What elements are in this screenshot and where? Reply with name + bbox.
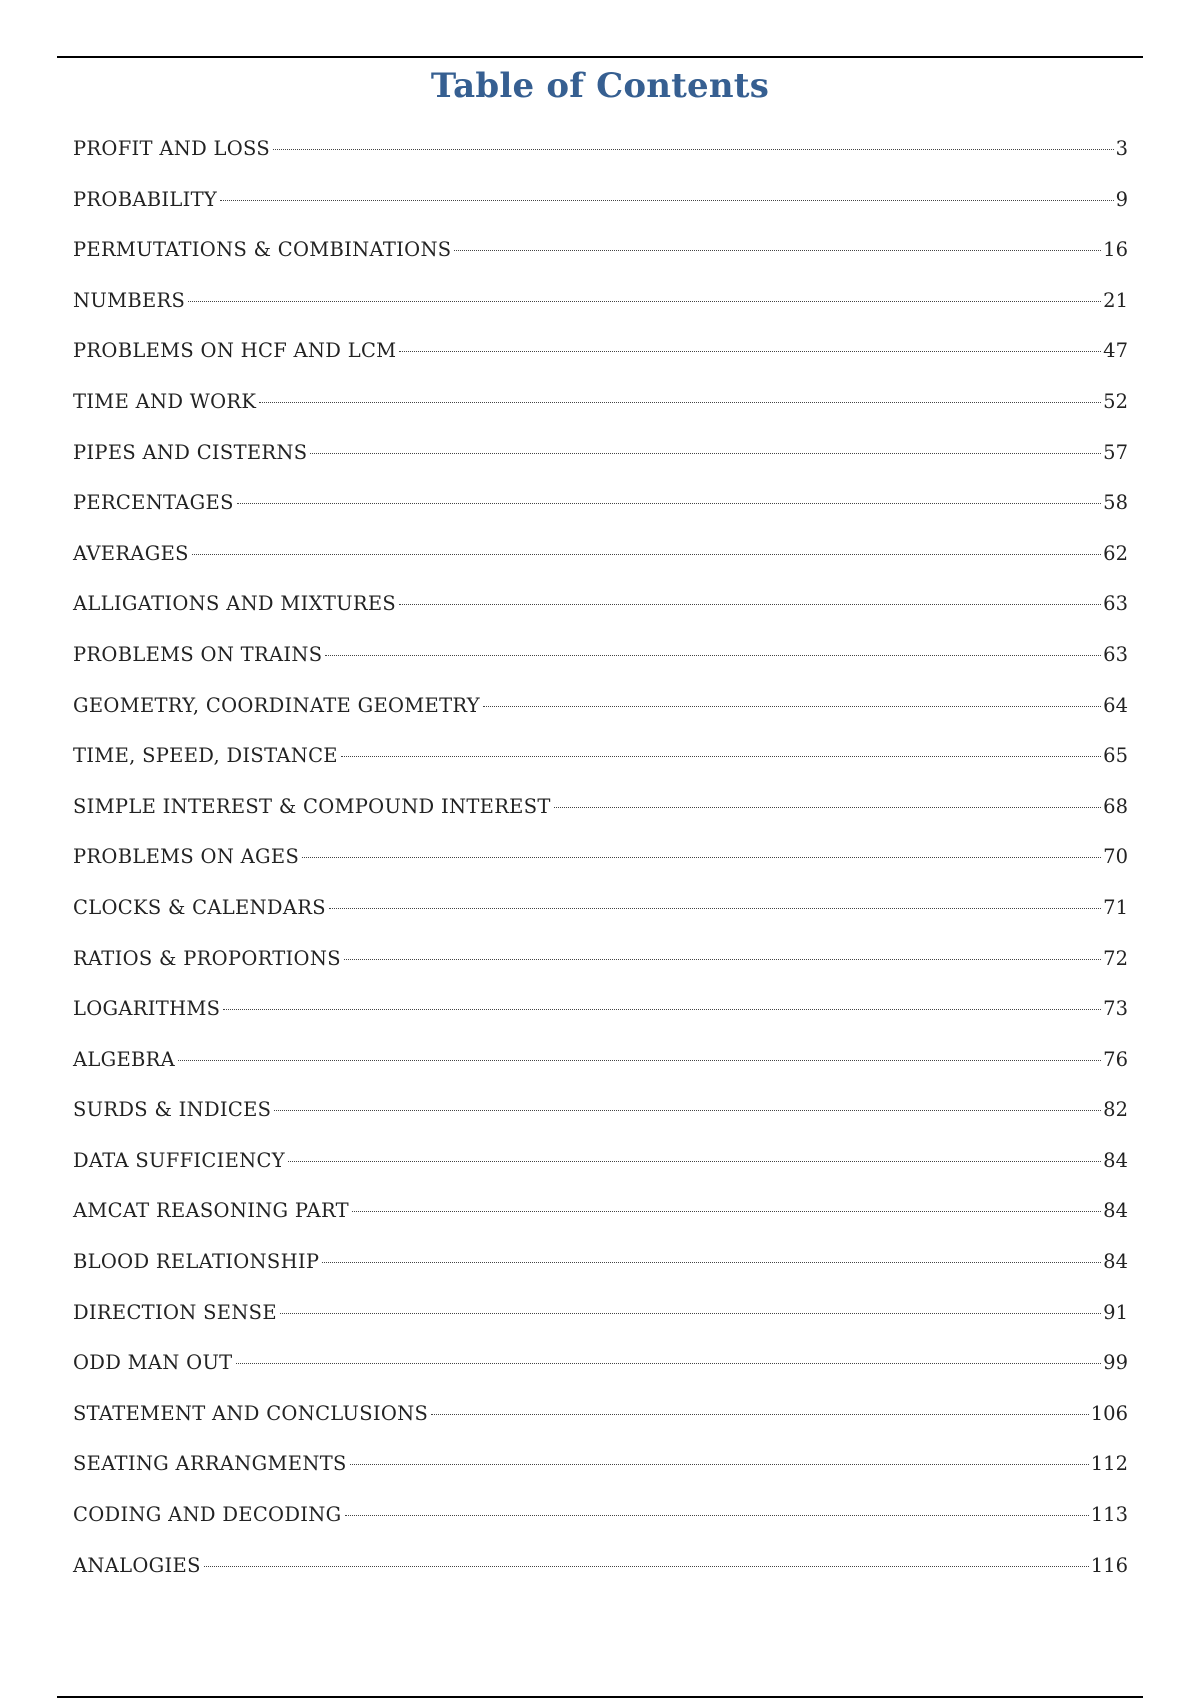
toc-entry[interactable] bbox=[73, 1237, 1128, 1288]
dot-leader bbox=[223, 1009, 1101, 1010]
toc-entry-page-number: 58 bbox=[1103, 491, 1128, 515]
toc-entry-page-number: 9 bbox=[1115, 187, 1128, 211]
toc-entry-label: AVERAGES bbox=[73, 541, 189, 565]
toc-entry-page-number: 76 bbox=[1103, 1047, 1128, 1071]
toc-entry[interactable] bbox=[73, 175, 1128, 226]
toc-entry[interactable] bbox=[73, 428, 1128, 479]
toc-entry-page-number: 91 bbox=[1103, 1300, 1128, 1324]
toc-entry[interactable] bbox=[73, 1136, 1128, 1187]
toc-entry-label: PROBLEMS ON TRAINS bbox=[73, 642, 323, 666]
toc-entry-label: PERMUTATIONS & COMBINATIONS bbox=[73, 238, 452, 262]
toc-entry-label: SURDS & INDICES bbox=[73, 1098, 272, 1122]
toc-entry-label: DATA SUFFICIENCY bbox=[73, 1148, 285, 1172]
toc-entry-label: SIMPLE INTEREST & COMPOUND INTEREST bbox=[73, 794, 551, 818]
toc-entry-page-number: 16 bbox=[1103, 238, 1128, 262]
dot-leader bbox=[345, 1515, 1089, 1516]
toc-entry-page-number: 52 bbox=[1103, 389, 1128, 413]
dot-leader bbox=[188, 301, 1101, 302]
toc-entry[interactable] bbox=[73, 225, 1128, 276]
toc-entry[interactable] bbox=[73, 326, 1128, 377]
toc-entry[interactable] bbox=[73, 529, 1128, 580]
toc-entry[interactable] bbox=[73, 1389, 1128, 1440]
toc-entry[interactable] bbox=[73, 579, 1128, 630]
dot-leader bbox=[350, 1464, 1089, 1465]
dot-leader bbox=[274, 1110, 1101, 1111]
toc-entry[interactable] bbox=[73, 934, 1128, 985]
toc-entry-page-number: 72 bbox=[1103, 946, 1128, 970]
dot-leader bbox=[220, 200, 1114, 201]
toc-entry-page-number: 70 bbox=[1103, 845, 1128, 869]
dot-leader bbox=[236, 1363, 1102, 1364]
toc-entry-page-number: 21 bbox=[1103, 288, 1128, 312]
toc-entry[interactable] bbox=[73, 1186, 1128, 1237]
toc-entry-label: PROFIT AND LOSS bbox=[73, 137, 271, 160]
dot-leader bbox=[178, 1060, 1101, 1061]
toc-entry[interactable] bbox=[73, 1035, 1128, 1086]
toc-entry[interactable] bbox=[73, 681, 1128, 732]
toc-entry-page-number: 57 bbox=[1103, 440, 1128, 464]
dot-leader bbox=[259, 402, 1101, 403]
dot-leader bbox=[483, 706, 1101, 707]
dot-leader bbox=[554, 807, 1102, 808]
toc-entry-page-number: 68 bbox=[1103, 794, 1128, 818]
toc-entry-page-number: 84 bbox=[1103, 1250, 1128, 1274]
toc-entry[interactable] bbox=[73, 1288, 1128, 1339]
dot-leader bbox=[344, 959, 1101, 960]
toc-entry[interactable] bbox=[73, 1490, 1128, 1541]
toc-entry[interactable] bbox=[73, 377, 1128, 428]
toc-entry[interactable] bbox=[73, 276, 1128, 327]
toc-entry-label: CLOCKS & CALENDARS bbox=[73, 895, 326, 919]
toc-entry[interactable] bbox=[73, 984, 1128, 1035]
toc-entry[interactable] bbox=[73, 782, 1128, 833]
dot-leader bbox=[302, 857, 1101, 858]
toc-entry[interactable] bbox=[73, 731, 1128, 782]
toc-entry-label: PIPES AND CISTERNS bbox=[73, 440, 308, 464]
dot-leader bbox=[341, 756, 1101, 757]
toc-entry-label: TIME AND WORK bbox=[73, 389, 257, 413]
bottom-rule bbox=[57, 1696, 1143, 1698]
dot-leader bbox=[204, 1566, 1089, 1567]
dot-leader bbox=[454, 250, 1101, 251]
toc-entry-page-number: 64 bbox=[1103, 693, 1128, 717]
toc-entry[interactable] bbox=[73, 1439, 1128, 1490]
toc-entry-label: SEATING ARRANGMENTS bbox=[73, 1452, 347, 1476]
toc-entry-page-number: 116 bbox=[1090, 1553, 1128, 1577]
toc-entry[interactable] bbox=[73, 1541, 1128, 1592]
toc-entry-page-number: 3 bbox=[1115, 137, 1128, 160]
toc-entry-label: GEOMETRY, COORDINATE GEOMETRY bbox=[73, 693, 480, 717]
toc-entry-label: BLOOD RELATIONSHIP bbox=[73, 1250, 320, 1274]
toc-entry-page-number: 112 bbox=[1090, 1452, 1128, 1476]
toc-entry-page-number: 47 bbox=[1103, 339, 1128, 363]
toc-entry-label: RATIOS & PROPORTIONS bbox=[73, 946, 341, 970]
toc-entry-label: TIME, SPEED, DISTANCE bbox=[73, 744, 338, 768]
toc-entry-page-number: 63 bbox=[1103, 592, 1128, 616]
top-rule bbox=[57, 56, 1143, 58]
toc-entry-label: ALGEBRA bbox=[73, 1047, 176, 1071]
toc-entry[interactable] bbox=[73, 124, 1128, 175]
dot-leader bbox=[192, 554, 1101, 555]
toc-entry-page-number: 73 bbox=[1103, 997, 1128, 1021]
toc-entry-label: STATEMENT AND CONCLUSIONS bbox=[73, 1401, 429, 1425]
dot-leader bbox=[310, 453, 1101, 454]
dot-leader bbox=[399, 351, 1101, 352]
toc-entry-page-number: 65 bbox=[1103, 744, 1128, 768]
toc-entry-label: ANALOGIES bbox=[73, 1553, 201, 1577]
toc-entry[interactable] bbox=[73, 1338, 1128, 1389]
toc-entry-label: PROBLEMS ON AGES bbox=[73, 845, 300, 869]
toc-list bbox=[73, 124, 1128, 1591]
toc-entry-label: DIRECTION SENSE bbox=[73, 1300, 277, 1324]
toc-entry-page-number: 62 bbox=[1103, 541, 1128, 565]
dot-leader bbox=[273, 149, 1114, 150]
toc-entry[interactable] bbox=[73, 630, 1128, 681]
toc-entry-page-number: 71 bbox=[1103, 895, 1128, 919]
toc-entry[interactable] bbox=[73, 832, 1128, 883]
dot-leader bbox=[237, 503, 1101, 504]
toc-entry-page-number: 82 bbox=[1103, 1098, 1128, 1122]
toc-entry-page-number: 99 bbox=[1103, 1351, 1128, 1375]
toc-entry-page-number: 113 bbox=[1090, 1503, 1128, 1527]
dot-leader bbox=[431, 1414, 1089, 1415]
toc-entry-label: PROBLEMS ON HCF AND LCM bbox=[73, 339, 397, 363]
dot-leader bbox=[325, 655, 1101, 656]
toc-entry[interactable] bbox=[73, 883, 1128, 934]
dot-leader bbox=[322, 1262, 1101, 1263]
toc-entry-page-number: 63 bbox=[1103, 642, 1128, 666]
toc-entry-label: CODING AND DECODING bbox=[73, 1503, 342, 1527]
toc-entry-page-number: 84 bbox=[1103, 1148, 1128, 1172]
toc-entry-label: NUMBERS bbox=[73, 288, 186, 312]
page-title: Table of Contents bbox=[430, 66, 770, 106]
toc-entry-label: PROBABILITY bbox=[73, 187, 218, 211]
toc-entry[interactable] bbox=[73, 478, 1128, 529]
dot-leader bbox=[352, 1211, 1101, 1212]
toc-entry-label: ALLIGATIONS AND MIXTURES bbox=[73, 592, 397, 616]
dot-leader bbox=[399, 604, 1101, 605]
toc-entry[interactable] bbox=[73, 1085, 1128, 1136]
dot-leader bbox=[329, 908, 1101, 909]
toc-entry-label: LOGARITHMS bbox=[73, 997, 221, 1021]
toc-entry-label: ODD MAN OUT bbox=[73, 1351, 233, 1375]
dot-leader bbox=[280, 1313, 1101, 1314]
toc-entry-page-number: 84 bbox=[1103, 1199, 1128, 1223]
toc-entry-page-number: 106 bbox=[1090, 1401, 1128, 1425]
toc-entry-label: PERCENTAGES bbox=[73, 491, 234, 515]
toc-entry-label: AMCAT REASONING PART bbox=[73, 1199, 349, 1223]
dot-leader bbox=[288, 1161, 1101, 1162]
